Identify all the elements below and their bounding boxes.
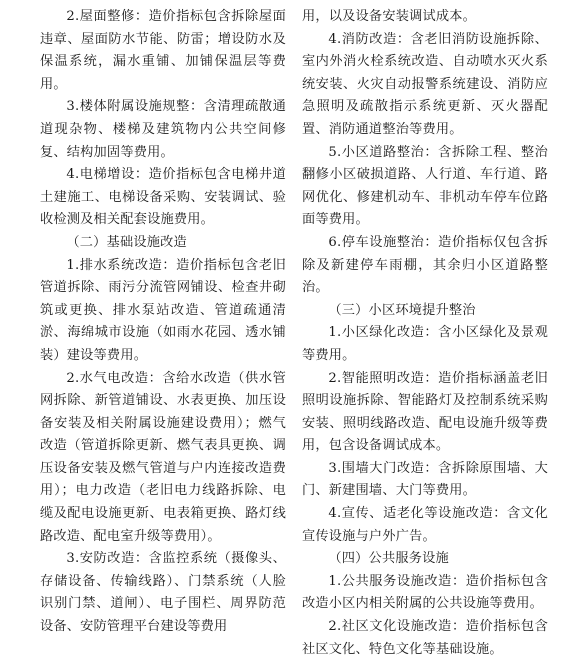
paragraph-road-renovation: 5.小区道路整治：含拆除工程、整治翻修小区破损道路、人行道、车行道、路网优化、修建机动车、非机动车停车位路面等费用。 [302, 144, 548, 228]
paragraph-building-ancillary: 3.楼体附属设施规整：含清理疏散通道现杂物、楼梯及建筑物内公共空间修复、结构加固等费用。 [40, 99, 286, 160]
paragraph-water-gas-power: 2.水气电改造：含给水改造（供水管网拆除、新管道铺设、水表更换、加压设备安装及相关附属设施建设费用）；燃气改造（管道拆除更新、燃气表具更换、调压设备安装及燃气管道与户内连接改造费用）；电力改造（老旧电力线路拆除、电缆及配电设施更新、电表箱更换、路灯线路改造、配电室升级等费用）。 [40, 370, 286, 544]
paragraph-greening: 1.小区绿化改造：含小区绿化及景观等费用。 [302, 325, 548, 363]
paragraph-smart-lighting: 2.智能照明改造：造价指标涵盖老旧照明设施拆除、智能路灯及控制系统采购安装、照明线路改造、配电设施升级等费用，包含设备调试成本。 [302, 370, 548, 454]
section-heading-environment: （三）小区环境提升整治 [328, 302, 476, 318]
paragraph-public-service-facilities: 1.公共服务设施改造：造价指标包含改造小区内相关附属的公共设施等费用。 [302, 573, 548, 612]
paragraph-cultural-facilities: 2.社区文化设施改造：造价指标包含社区文化、特色文化等基础设施。 [302, 619, 548, 657]
paragraph-fire-protection: 4.消防改造：含老旧消防设施拆除、室内外消火栓系统改造、自动喷水灭火系统安装、火灾自动报警系统建设、消防应急照明及疏散指示系统更新、灭火器配置、消防通道整治等费用。 [302, 31, 548, 137]
section-heading-infrastructure: （二）基础设施改造 [66, 234, 187, 250]
paragraph-security-continued: 用，以及设备安装调试成本。 [302, 9, 477, 24]
paragraph-walls-gates: 3.围墙大门改造：含拆除原围墙、大门、新建围墙、大门等费用。 [302, 460, 548, 499]
paragraph-security: 3.安防改造：含监控系统（摄像头、存储设备、传输线路）、门禁系统（人脸识别门禁、道闸）、电子围栏、周界防范设备、安防管理平台建设等费用 [40, 551, 286, 635]
section-heading-public-services: （四）公共服务设施 [328, 551, 449, 567]
right-column [302, 6, 548, 661]
paragraph-drainage: 1.排水系统改造：造价指标包含老旧管道拆除、雨污分流管网铺设、检查井砌筑或更换、排水泵站改造、管道疏通清淤、海绵城市设施（如雨水花园、透水铺装）建设等费用。 [40, 257, 286, 363]
paragraph-parking: 6.停车设施整治：造价指标仅包含拆除及新建停车雨棚，其余归小区道路整治。 [302, 234, 548, 296]
paragraph-roof-repair: 2.屋面整修：造价指标包含拆除屋面违章、屋面防水节能、防雷；增设防水及保温系统，漏水重铺、加铺保温层等费用。 [40, 9, 286, 92]
paragraph-publicity-aging: 4.宣传、适老化等设施改造：含文化宣传设施与户外广告。 [302, 506, 548, 544]
paragraph-elevator: 4.电梯增设：造价指标包含电梯井道土建施工、电梯设备采购、安装调试、验收检测及相关配套设施费用。 [40, 167, 286, 228]
left-column [40, 6, 286, 639]
